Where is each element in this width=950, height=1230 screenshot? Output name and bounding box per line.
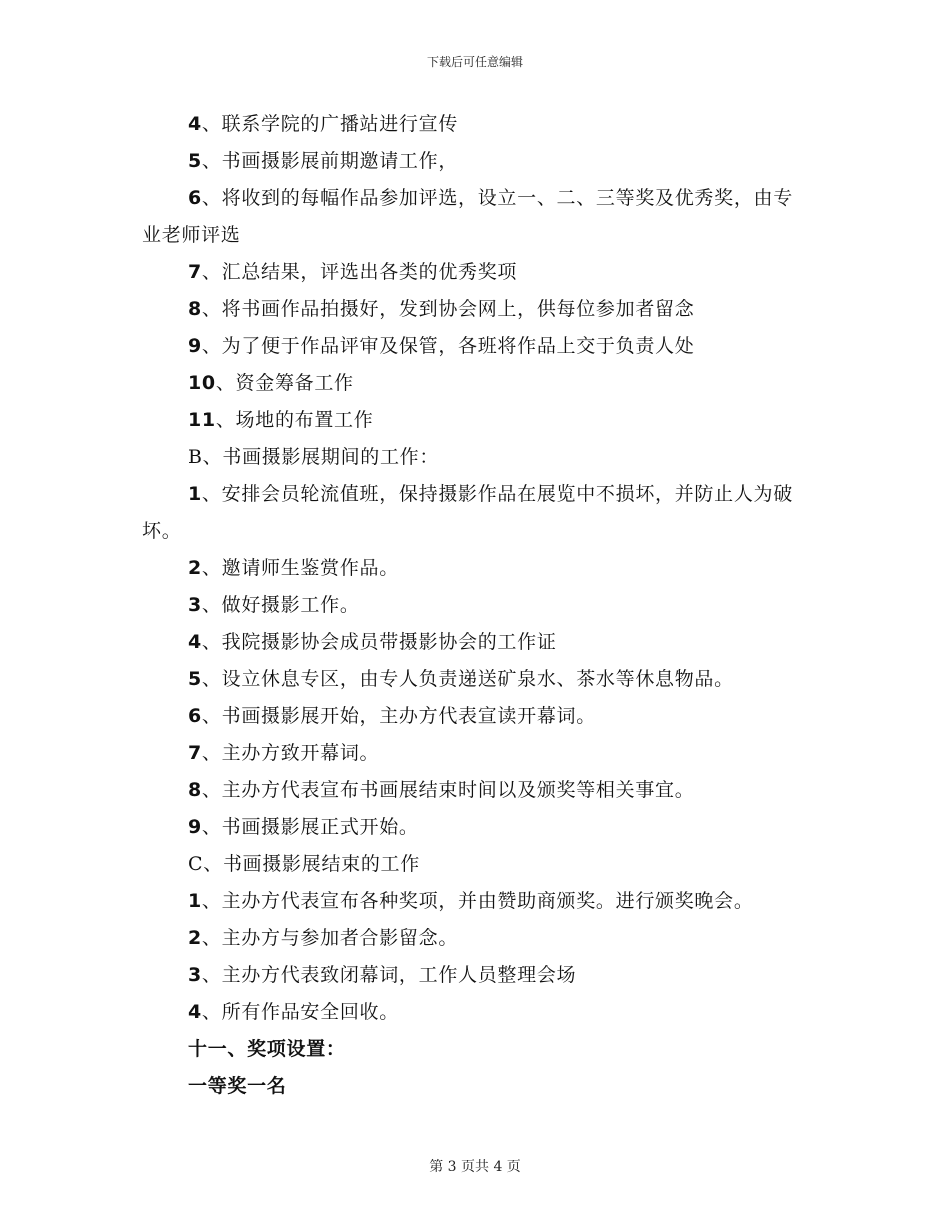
item-text: 、主办方代表宣布各种奖项，并由赞助商颁奖。进行颁奖晚会。 (201, 890, 754, 912)
list-item (142, 328, 812, 365)
list-item (142, 365, 812, 402)
item-number: 7 (188, 261, 202, 283)
list-item (142, 291, 812, 328)
item-text: 、我院摄影协会成员带摄影协会的工作证 (201, 631, 557, 653)
list-item (142, 772, 812, 809)
item-text: 、主办方致开幕词。 (201, 742, 380, 764)
item-number: 9 (188, 335, 202, 357)
award-first-prize: 一等奖一名 (188, 1075, 287, 1097)
list-item (142, 402, 812, 439)
item-number: 10 (188, 372, 216, 394)
item-number: 1 (188, 483, 202, 505)
item-number: 5 (188, 150, 202, 172)
item-text: 、书画摄影展开始，主办方代表宣读开幕词。 (201, 705, 596, 727)
item-text: 、资金筹备工作 (215, 372, 354, 394)
item-number: 6 (188, 187, 202, 209)
list-item (142, 476, 812, 550)
item-text: 、场地的布置工作 (215, 409, 374, 431)
item-number: 1 (188, 890, 202, 912)
item-text: 、设立休息专区，由专人负责递送矿泉水、茶水等休息物品。 (201, 668, 734, 690)
list-item (142, 994, 812, 1031)
list-item (142, 698, 812, 735)
list-item (142, 106, 812, 143)
item-text: 、汇总结果，评选出各类的优秀奖项 (201, 261, 518, 283)
item-text: 、书画摄影展正式开始。 (201, 816, 419, 838)
item-number: 6 (188, 705, 202, 727)
section-heading-b (142, 439, 812, 476)
item-text: B、书画摄影展期间的工作： (188, 446, 440, 468)
list-item (142, 957, 812, 994)
list-item (142, 661, 812, 698)
section-heading-c (142, 846, 812, 883)
item-number: 4 (188, 113, 202, 135)
item-number: 2 (188, 557, 202, 579)
item-number: 2 (188, 927, 202, 949)
list-item (142, 883, 812, 920)
list-item (142, 180, 812, 254)
item-text: 、做好摄影工作。 (201, 594, 360, 616)
page-footer: 第 3 页共 4 页 (429, 1159, 521, 1175)
section-heading-awards: 十一、奖项设置： (188, 1038, 346, 1060)
item-text: 、书画摄影展前期邀请工作， (201, 150, 459, 172)
item-text: 、主办方与参加者合影留念。 (201, 927, 459, 949)
document-body (142, 106, 812, 1105)
item-text: 、将收到的每幅作品参加评选，设立一、二、三等奖及优秀奖，由专业老师评选 (142, 187, 793, 246)
item-text: 、联系学院的广播站进行宣传 (201, 113, 459, 135)
item-number: 5 (188, 668, 202, 690)
item-text: 、安排会员轮流值班，保持摄影作品在展览中不损坏，并防止人为破坏。 (142, 483, 793, 542)
item-number: 8 (188, 779, 202, 801)
item-number: 9 (188, 816, 202, 838)
item-text: 、邀请师生鉴赏作品。 (201, 557, 399, 579)
item-text: 、为了便于作品评审及保管，各班将作品上交于负责人处 (201, 335, 695, 357)
item-number: 4 (188, 631, 202, 653)
item-text: 、主办方代表宣布书画展结束时间以及颁奖等相关事宜。 (201, 779, 695, 801)
item-text: 、将书画作品拍摄好，发到协会网上，供每位参加者留念 (201, 298, 695, 320)
list-item (142, 550, 812, 587)
list-item (142, 143, 812, 180)
item-text: 、主办方代表致闭幕词，工作人员整理会场 (201, 964, 577, 986)
item-number: 8 (188, 298, 202, 320)
list-item (142, 809, 812, 846)
item-number: 3 (188, 964, 202, 986)
list-item (142, 735, 812, 772)
list-item (142, 624, 812, 661)
list-item (142, 587, 812, 624)
item-number: 11 (188, 409, 216, 431)
page-header: 下载后可任意编辑 (426, 55, 523, 69)
item-text: C、书画摄影展结束的工作 (188, 853, 420, 875)
item-number: 7 (188, 742, 202, 764)
item-number: 4 (188, 1001, 202, 1023)
item-number: 3 (188, 594, 202, 616)
list-item (142, 920, 812, 957)
item-text: 、所有作品安全回收。 (201, 1001, 399, 1023)
list-item (142, 254, 812, 291)
